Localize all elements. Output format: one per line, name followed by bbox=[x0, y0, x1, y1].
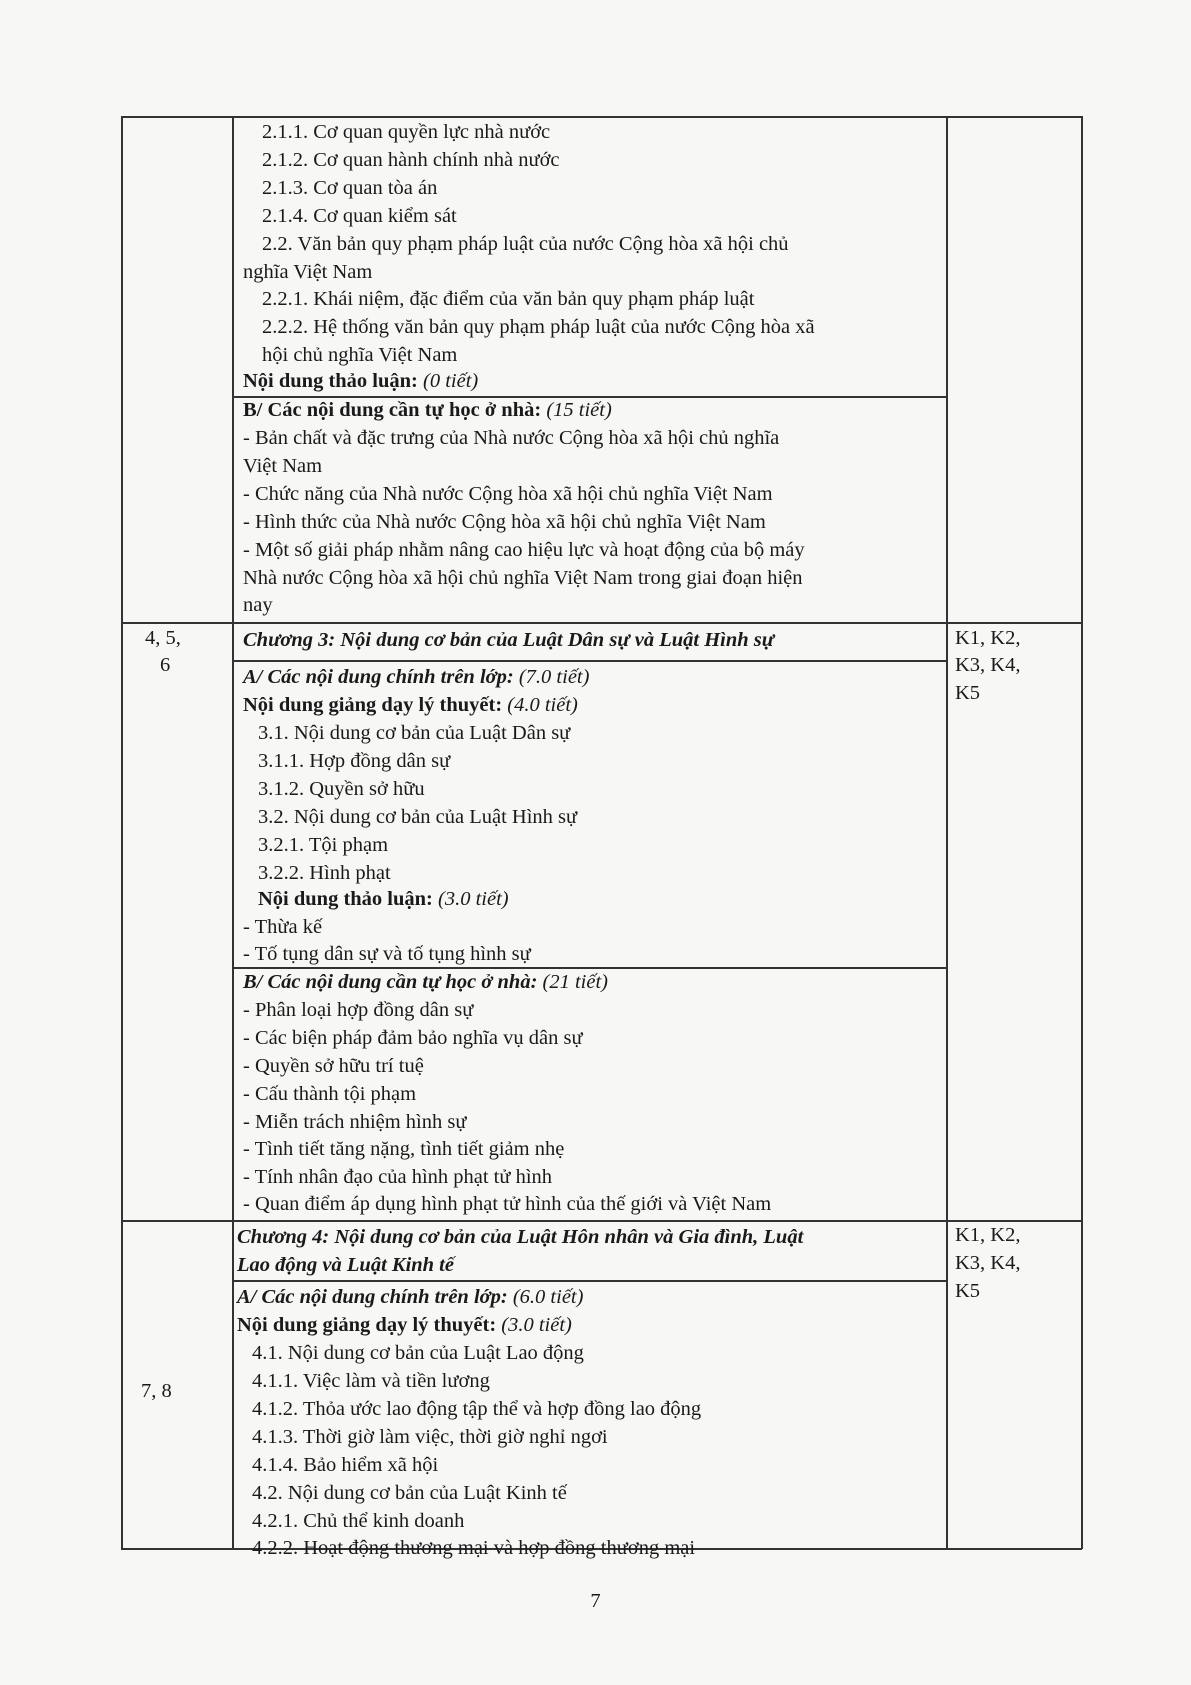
week-cell-ch3-line1: 4, 5, bbox=[145, 627, 181, 649]
content-line: - Chức năng của Nhà nước Cộng hòa xã hội chủ nghĩa Việt Nam bbox=[243, 483, 773, 505]
row-divider-ch3-title bbox=[232, 660, 947, 662]
content-line: 4.1.2. Thỏa ước lao động tập thể và hợp đồng lao động bbox=[252, 1398, 702, 1420]
table-border-right bbox=[1081, 116, 1083, 1549]
chapter4-title-line2: Lao động và Luật Kinh tế bbox=[237, 1254, 454, 1276]
content-line: 4.1.4. Bảo hiểm xã hội bbox=[252, 1454, 439, 1476]
outcome-ch3-line1: K1, K2, bbox=[955, 627, 1021, 649]
ch3-theory-label: Nội dung giảng dạy lý thuyết: bbox=[243, 694, 503, 716]
outcome-ch4-line1: K1, K2, bbox=[955, 1224, 1021, 1246]
content-line: 4.2.1. Chủ thể kinh doanh bbox=[252, 1510, 465, 1532]
content-line: hội chủ nghĩa Việt Nam bbox=[262, 344, 458, 366]
ch3-a-label: A/ Các nội dung chính trên lớp: bbox=[243, 666, 514, 688]
content-line: 3.1.1. Hợp đồng dân sự bbox=[258, 750, 451, 772]
discussion-label: Nội dung thảo luận: bbox=[243, 370, 418, 392]
page-number: 7 bbox=[590, 1590, 601, 1612]
content-line: 4.1.1. Việc làm và tiền lương bbox=[252, 1370, 490, 1392]
content-line: 2.1.3. Cơ quan tòa án bbox=[262, 177, 438, 199]
content-line: - Cấu thành tội phạm bbox=[243, 1083, 417, 1105]
content-line: - Tình tiết tăng nặng, tình tiết giảm nhẹ bbox=[243, 1138, 565, 1160]
content-line: - Bản chất và đặc trưng của Nhà nước Cộng hòa xã hội chủ nghĩa bbox=[243, 427, 780, 449]
content-line: 4.1. Nội dung cơ bản của Luật Lao động bbox=[252, 1342, 584, 1364]
discussion-heading bbox=[243, 368, 478, 396]
outcome-ch3-line2: K3, K4, bbox=[955, 654, 1021, 676]
ch3-discussion-heading bbox=[258, 886, 509, 914]
outcome-ch3-line3: K5 bbox=[955, 682, 981, 704]
ch3-discussion-label: Nội dung thảo luận: bbox=[258, 888, 433, 910]
ch4-a-label: A/ Các nội dung chính trên lớp: bbox=[237, 1286, 508, 1308]
content-line: - Tính nhân đạo của hình phạt tử hình bbox=[243, 1166, 553, 1188]
week-cell-ch3-line2: 6 bbox=[160, 654, 171, 676]
content-line: 3.2.1. Tội phạm bbox=[258, 834, 389, 856]
outcome-ch4-line2: K3, K4, bbox=[955, 1252, 1021, 1274]
content-line: Việt Nam bbox=[243, 455, 323, 477]
row-divider-ch4 bbox=[121, 1220, 1082, 1222]
content-line: 2.2.1. Khái niệm, đặc điểm của văn bản quy phạm pháp luật bbox=[262, 288, 755, 310]
content-line: 2.1.4. Cơ quan kiểm sát bbox=[262, 205, 457, 227]
content-line: - Một số giải pháp nhằm nâng cao hiệu lực và hoạt động của bộ máy bbox=[243, 539, 805, 561]
week-cell-ch4: 7, 8 bbox=[141, 1380, 172, 1402]
content-line: 2.1.1. Cơ quan quyền lực nhà nước bbox=[262, 121, 551, 143]
content-line: 4.2. Nội dung cơ bản của Luật Kinh tế bbox=[252, 1482, 567, 1504]
content-line: - Miễn trách nhiệm hình sự bbox=[243, 1111, 467, 1133]
ch3-b-value: (21 tiết) bbox=[542, 971, 608, 993]
content-line: - Phân loại hợp đồng dân sự bbox=[243, 999, 474, 1021]
ch4-a-heading bbox=[237, 1284, 583, 1312]
ch4-theory-value: (3.0 tiết) bbox=[501, 1314, 572, 1336]
discussion-value: (0 tiết) bbox=[423, 370, 479, 392]
ch4-theory-label: Nội dung giảng dạy lý thuyết: bbox=[237, 1314, 497, 1336]
self-study-value: (15 tiết) bbox=[546, 399, 612, 421]
content-line: 4.2.2. Hoạt động thương mại và hợp đồng thương mại bbox=[252, 1537, 696, 1559]
content-line: nghĩa Việt Nam bbox=[243, 261, 373, 283]
content-line: 2.2.2. Hệ thống văn bản quy phạm pháp luật của nước Cộng hòa xã bbox=[262, 316, 815, 338]
content-line: 2.1.2. Cơ quan hành chính nhà nước bbox=[262, 149, 560, 171]
table-border-col1 bbox=[232, 116, 234, 1549]
table-border-col2 bbox=[946, 116, 948, 1549]
content-line: - Tố tụng dân sự và tố tụng hình sự bbox=[243, 943, 531, 965]
row-divider-ch3 bbox=[121, 622, 1082, 624]
outcome-ch4-line3: K5 bbox=[955, 1280, 981, 1302]
content-line: 3.1.2. Quyền sở hữu bbox=[258, 778, 425, 800]
self-study-label: B/ Các nội dung cần tự học ở nhà: bbox=[243, 399, 542, 421]
ch3-b-label: B/ Các nội dung cần tự học ở nhà: bbox=[243, 971, 538, 993]
chapter4-title-line1: Chương 4: Nội dung cơ bản của Luật Hôn nhân và Gia đình, Luật bbox=[237, 1226, 804, 1248]
content-line: - Thừa kế bbox=[243, 916, 323, 938]
table-border-left bbox=[121, 116, 123, 1549]
content-line: 2.2. Văn bản quy phạm pháp luật của nước Cộng hòa xã hội chủ bbox=[262, 233, 789, 255]
content-line: - Hình thức của Nhà nước Cộng hòa xã hội chủ nghĩa Việt Nam bbox=[243, 511, 766, 533]
table-border-top bbox=[121, 116, 1082, 118]
ch4-a-value: (6.0 tiết) bbox=[512, 1286, 584, 1308]
ch3-b-heading bbox=[243, 969, 608, 997]
self-study-heading bbox=[243, 397, 612, 425]
content-line: - Quyền sở hữu trí tuệ bbox=[243, 1055, 424, 1077]
ch3-theory-heading bbox=[243, 692, 578, 720]
content-line: 3.2. Nội dung cơ bản của Luật Hình sự bbox=[258, 806, 578, 828]
ch3-a-heading bbox=[243, 664, 589, 692]
ch4-theory-heading bbox=[237, 1312, 572, 1340]
row-divider-ch4-title bbox=[232, 1280, 947, 1282]
ch3-theory-value: (4.0 tiết) bbox=[507, 694, 578, 716]
content-line: 3.2.2. Hình phạt bbox=[258, 862, 391, 884]
content-line: Nhà nước Cộng hòa xã hội chủ nghĩa Việt Nam trong giai đoạn hiện bbox=[243, 567, 803, 589]
content-line: nay bbox=[243, 594, 273, 616]
content-line: 4.1.3. Thời giờ làm việc, thời giờ nghỉ ngơi bbox=[252, 1426, 608, 1448]
content-line: - Quan điểm áp dụng hình phạt tử hình của thế giới và Việt Nam bbox=[243, 1193, 772, 1215]
chapter3-title: Chương 3: Nội dung cơ bản của Luật Dân sự và Luật Hình sự bbox=[243, 629, 775, 651]
ch3-a-value: (7.0 tiết) bbox=[518, 666, 590, 688]
content-line: 3.1. Nội dung cơ bản của Luật Dân sự bbox=[258, 722, 571, 744]
content-line: - Các biện pháp đảm bảo nghĩa vụ dân sự bbox=[243, 1027, 583, 1049]
ch3-discussion-value: (3.0 tiết) bbox=[438, 888, 509, 910]
